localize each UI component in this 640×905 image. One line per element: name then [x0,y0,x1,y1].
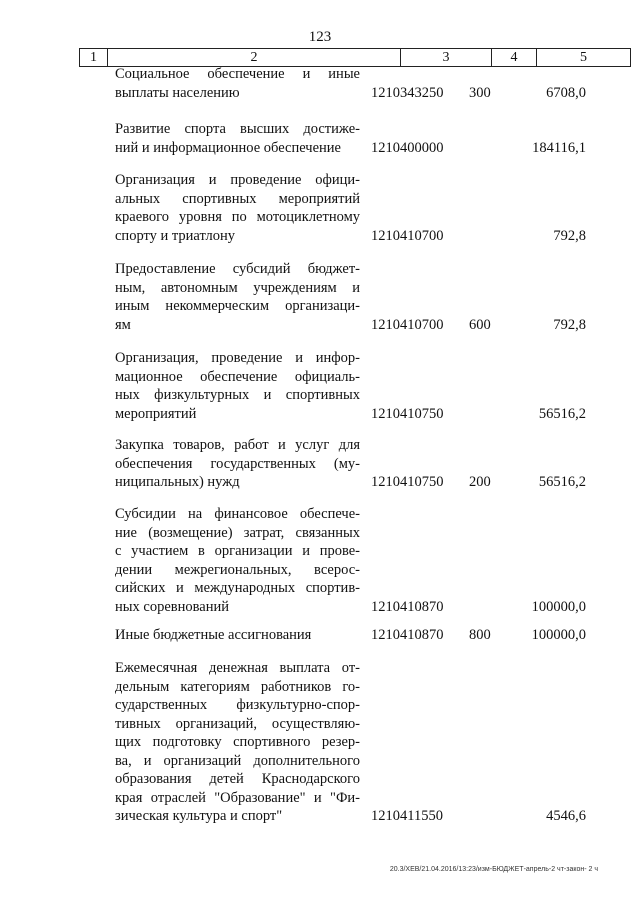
row-code: 1210343250 [371,84,444,101]
row-description [115,626,360,645]
row-description [115,171,360,245]
row-amount: 6708,0 [546,84,586,101]
description-line: щих подготовку спортивного резер- [115,734,360,750]
description-line: зическая культура и спорт" [115,808,283,824]
description-line: сударственных физкультурно-спор- [115,697,360,713]
description-line: Субсидии на финансовое обеспече- [115,506,360,522]
description-line: Организация и проведение офици- [115,172,360,188]
row-code: 1210410700 [371,316,444,333]
description-line: мероприятий [115,405,197,422]
description-line: Закупка товаров, работ и услуг для [115,437,360,453]
description-line: выплаты населению [115,84,240,101]
description-line: Организация, проведение и инфор- [115,350,360,366]
description-line: ных соревнований [115,598,229,615]
description-line: образования детей Краснодарского [115,771,360,787]
row-amount: 100000,0 [531,598,586,615]
description-line: дении межрегиональных, всерос- [115,561,360,578]
description-line: Предоставление субсидий бюджет- [115,261,360,277]
description-line: Развитие спорта высших достиже- [115,121,360,137]
row-code: 1210410750 [371,474,444,490]
row-amount: 792,8 [553,316,586,333]
row-amount: 792,8 [553,227,586,244]
row-expense-type: 200 [469,474,491,490]
description-line: ва, и организаций дополнительного [115,752,360,769]
row-description [115,659,360,826]
row-description [115,260,360,334]
row-amount: 184116,1 [532,139,586,156]
column-header-4: 4 [492,49,537,67]
row-code: 1210410750 [371,405,444,422]
description-line: ниципальных) нужд [115,474,240,490]
description-line: Ежемесячная денежная выплата от- [115,660,360,676]
column-header-2: 2 [108,49,401,67]
description-line: ний и информационное обеспечение [115,139,341,156]
description-line: края отраслей "Образование" и "Фи- [115,789,360,806]
row-description [115,120,360,157]
description-line: дельным категориям работников го- [115,678,360,695]
page-number: 123 [308,29,332,45]
row-code: 1210410870 [371,627,444,643]
row-amount: 56516,2 [538,474,586,490]
description-line: ние (возмещение) затрат, связанных [115,524,360,541]
description-line: сийских и международных спортив- [115,580,360,596]
description-line: мационное обеспечение официаль- [115,368,360,385]
row-expense-type: 600 [469,316,491,333]
row-code: 1210400000 [371,139,444,156]
row-code: 1210411550 [371,808,443,824]
column-header-row [80,49,631,67]
row-description [115,505,360,616]
description-line: тивных организаций, осуществляю- [115,715,360,732]
column-header-1: 1 [80,49,108,67]
row-description [115,436,360,492]
row-description [115,349,360,423]
column-header-5: 5 [537,49,631,67]
row-expense-type: 800 [469,627,491,643]
description-line: иным некоммерческим организаци- [115,298,360,314]
footer-file-reference: 20.3/ХЕВ/21.04.2016/13:23/изм-БЮДЖЕТ-апрель-2 чт-закон- 2 ч [389,866,598,873]
description-line: краевого уровня по мотоциклетному [115,209,360,225]
column-header-3: 3 [401,49,492,67]
description-line: ям [115,316,131,333]
row-code: 1210410700 [371,227,444,244]
description-line: Иные бюджетные ассигнования [115,627,312,643]
row-amount: 100000,0 [531,627,586,643]
row-description [115,65,360,102]
description-line: ных физкультурных и спортивных [115,387,360,403]
description-line: Социальное обеспечение и иные [115,66,360,82]
description-line: ным, автономным учреждениям и [115,279,360,296]
row-expense-type: 300 [469,84,491,101]
description-line: обеспечения государственных (му- [115,455,360,472]
row-amount: 56516,2 [538,405,586,422]
description-line: спорту и триатлону [115,227,235,244]
description-line: с участием в организации и прове- [115,543,360,559]
description-line: альных спортивных мероприятий [115,190,360,207]
row-amount: 4546,6 [546,808,586,824]
row-code: 1210410870 [371,598,444,615]
